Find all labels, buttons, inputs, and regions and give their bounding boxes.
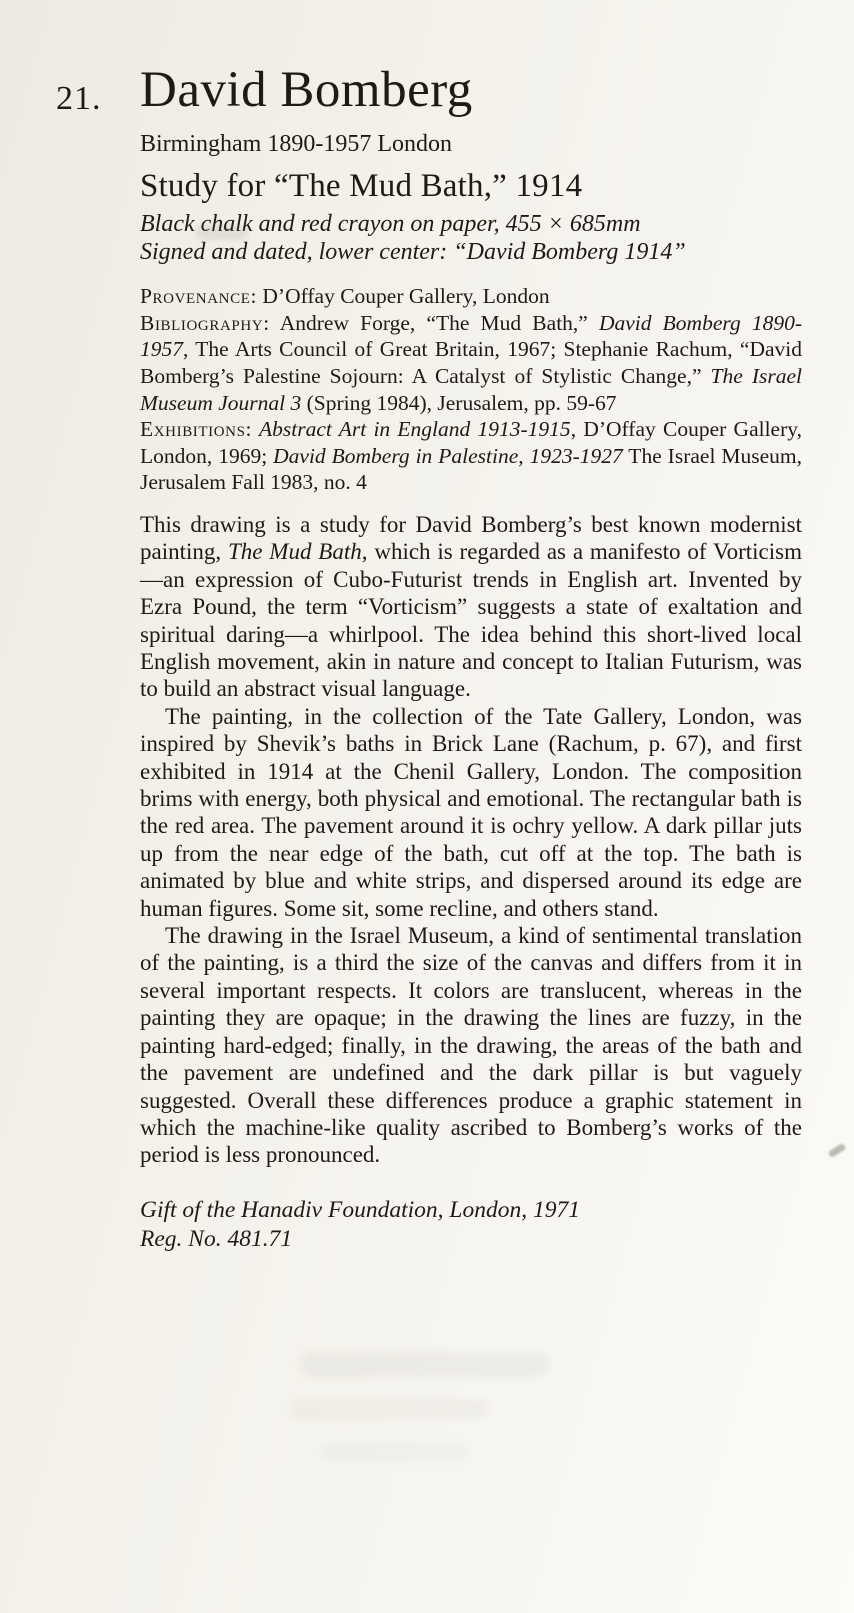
bibliography-cited-title: David Bomberg 1890-1957 (140, 310, 802, 362)
page-showthrough (320, 1442, 470, 1462)
exhibitions-label: Exhibitions: (140, 417, 253, 442)
inscription-line: Signed and dated, lower center: “David Bomberg 1914” (140, 239, 686, 266)
registration-number: Reg. No. 481.71 (140, 1225, 293, 1252)
bibliography-text: , The Arts Council of Great Britain, 1967; Stephanie Rachum, “David Bomberg’s Palestine Sojourn: A Catalyst of Stylistic Change,” (140, 337, 802, 389)
provenance-line (140, 283, 802, 310)
exhibition-title: David Bomberg in Palestine, 1923-1927 (273, 443, 623, 468)
painting-title: The Mud Bath (227, 539, 362, 565)
bibliography-label: Bibliography: (140, 310, 270, 335)
exhibitions-line (140, 416, 802, 496)
page-showthrough (290, 1398, 490, 1420)
work-title: Study for “The Mud Bath,” 1914 (140, 167, 583, 204)
entry-number: 21. (56, 80, 102, 117)
paragraph-2: The painting, in the collection of the Tate Gallery, London, was inspired by Shevik’s baths in Brick Lane (Rachum, p. 67), and first exhibited in 1914 at the Chenil Gallery, London. The composition brims with energy, both physical and emotional. The rectangular bath is the red area. The pavement around it is ochry yellow. A dark pillar juts up from the near edge of the bath, cut off at the top. The bath is animated by blue and white strips, and dispersed around its edge are human figures. Some sit, some recline, and others stand. (140, 703, 802, 921)
paragraph-1-text: , which is regarded as a manifesto of Vorticism—an expression of Cubo-Futurist trends in English art. Invented by Ezra Pound, the term “Vorticism” suggests a state of exaltation and spiritual daring—a whirlpool. The idea behind this short-lived local English movement, akin in nature and concept to Italian Futurism, was to build an abstract visual language. (140, 539, 802, 702)
medium-block (140, 210, 854, 266)
scan-edge-mark (828, 1143, 847, 1158)
page-showthrough (300, 1352, 550, 1378)
credit-block (140, 1196, 854, 1254)
paragraph-1-text: This drawing is a study for David Bomberg’s best known modernist painting, (140, 511, 802, 565)
provenance-label: Provenance: (140, 284, 258, 309)
catalog-details (140, 283, 802, 496)
exhibition-title: Abstract Art in England 1913-1915 (252, 417, 571, 442)
exhibitions-text: , D’Offay Couper Gallery, London, 1969; (140, 417, 802, 468)
essay-text (140, 511, 802, 1169)
bibliography-text: Andrew Forge, “The Mud Bath,” (269, 310, 599, 335)
bibliography-journal-title: The Israel Museum Journal 3 (140, 364, 802, 415)
bibliography-line (140, 310, 802, 416)
paragraph-3: The drawing in the Israel Museum, a kind of sentimental translation of the painting, is a third the size of the canvas and differs from it in several important respects. It colors are translucent, whereas in the painting they are opaque; in the drawing the lines are fuzzy, in the painting hard-edged; finally, in the drawing, the areas of the bath and the pavement are undefined and the dark pillar is but vaguely suggested. Overall these differences produce a graphic statement in which the machine-like quality ascribed to Bomberg’s works of the period is less pronounced. (140, 923, 802, 1168)
provenance-text: D’Offay Couper Gallery, London (257, 284, 550, 309)
artist-dates: Birmingham 1890-1957 London (140, 130, 452, 157)
artist-name: David Bomberg (140, 62, 473, 118)
medium-line: Black chalk and red crayon on paper, 455 × 685mm (140, 211, 641, 238)
bibliography-text: (Spring 1984), Jerusalem, pp. 59-67 (301, 390, 617, 415)
credit-line: Gift of the Hanadiv Foundation, London, 1971 (140, 1196, 580, 1223)
exhibitions-text: The Israel Museum, Jerusalem Fall 1983, no. 4 (140, 443, 802, 495)
paragraph-1 (140, 511, 802, 703)
